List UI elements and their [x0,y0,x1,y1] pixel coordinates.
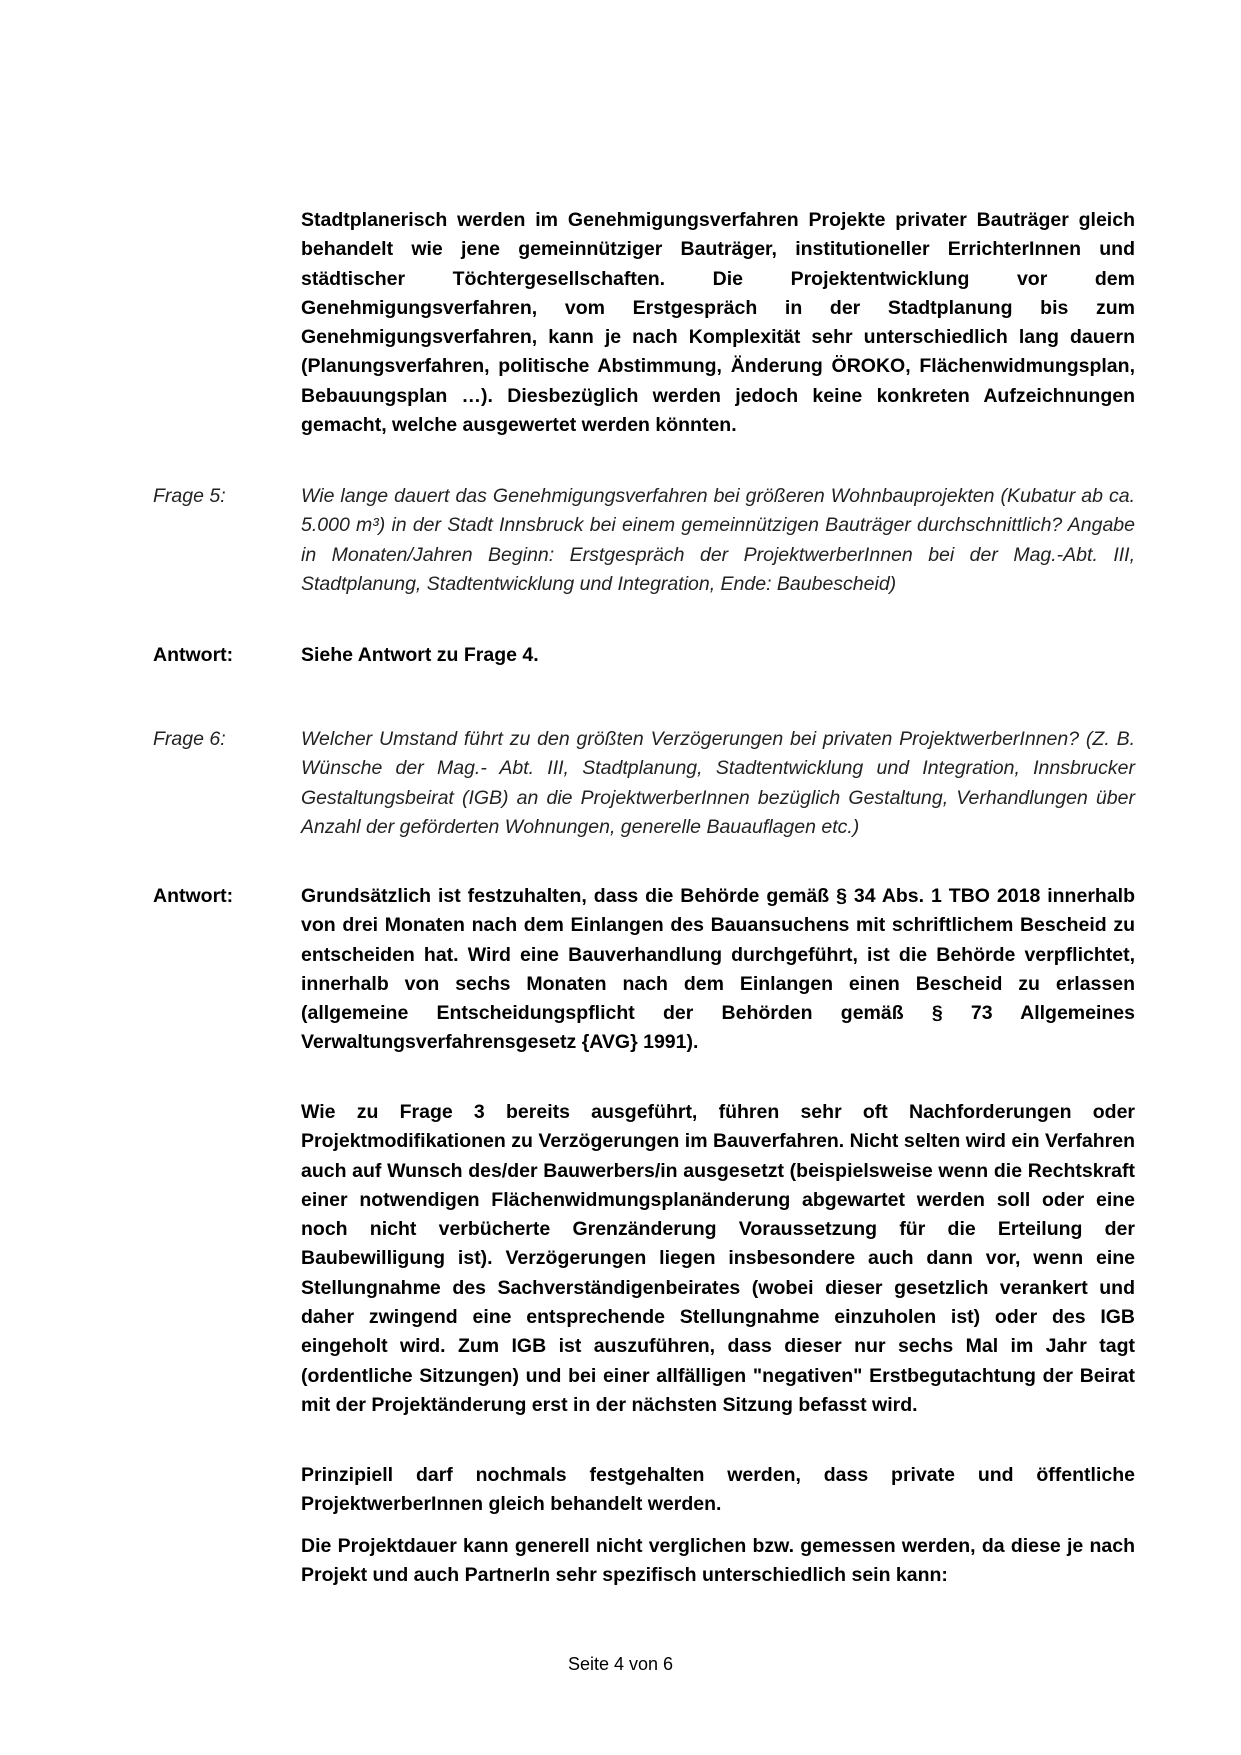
answer-6-paragraph-4: Die Projektdauer kann generell nicht verglichen bzw. gemessen werden, da diese je nach Projekt und auch PartnerIn sehr spezifisch unterschiedlich sein kann: [301,1535,1135,1587]
answer-6-label: Antwort: [153,885,234,907]
answer-5-label: Antwort: [153,644,234,666]
question-6-label: Frage 6: [153,728,226,750]
question-5-text: Wie lange dauert das Genehmigungsverfahren bei größeren Wohnbauprojekten (Kubatur ab ca. 5.000 m³) in der Stadt Innsbruck bei einem gemeinnützigen Bauträger durchschnittlich? Angabe in Monaten/Jahren Beginn: Erstgespräch der ProjektwerberInnen bei der Mag.-Abt. III, Stadtplanung, Stadtentwicklung und Integration, Ende: Baubescheid) [301,485,1135,595]
answer-6-paragraph-2: Wie zu Frage 3 bereits ausgeführt, führen sehr oft Nachforderungen oder Projektmodifikationen zu Verzögerungen im Bauverfahren. Nicht selten wird ein Verfahren auch auf Wunsch des/der Bauwerbers/in ausgesetzt (beispielsweise wenn die Rechtskraft einer notwendigen Flächenwidmungsplanänderung abgewartet werden soll oder eine noch nicht verbücherte Grenzänderung Voraussetzung für die Erteilung der Baubewilligung ist). Verzögerungen liegen insbesondere auch dann vor, wenn eine Stellungnahme des Sachverständigenbeirates (wobei dieser gesetzlich verankert und daher zwingend eine entsprechende Stellungnahme einzuholen ist) oder des IGB eingeholt wird. Zum IGB ist auszuführen, dass dieser nur sechs Mal im Jahr tagt (ordentliche Sitzungen) und bei einer allfälligen "negativen" Erstbegutachtung der Beirat mit der Projektänderung erst in der nächsten Sitzung befasst wird. [301,1101,1135,1416]
answer-6-paragraph-3: Prinzipiell darf nochmals festgehalten werden, dass private und öffentliche ProjektwerberInnen gleich behandelt werden. [301,1464,1135,1516]
question-6-text: Welcher Umstand führt zu den größten Verzögerungen bei privaten ProjektwerberInnen? (Z. B. Wünsche der Mag.- Abt. III, Stadtplanung, Stadtentwicklung und Integration, Innsbrucker Gestaltungsbeirat (IGB) an die ProjektwerberInnen bezüglich Gestaltung, Verhandlungen über Anzahl der geförderten Wohnungen, generelle Bauauflagen etc.) [301,728,1135,838]
question-5-label: Frage 5: [153,485,226,507]
intro-paragraph: Stadtplanerisch werden im Genehmigungsverfahren Projekte privater Bauträger gleich behandelt wie jene gemeinnütziger Bauträger, institutioneller ErrichterInnen und städtischer Töchtergesellschaften. Die Projektentwicklung vor dem Genehmigungsverfahren, vom Erstgespräch in der Stadtplanung bis zum Genehmigungsverfahren, kann je nach Komplexität sehr unterschiedlich lang dauern (Planungsverfahren, politische Abstimmung, Änderung ÖROKO, Flächenwidmungsplan, Bebauungsplan …). Diesbezüglich werden jedoch keine konkreten Aufzeichnungen gemacht, welche ausgewertet werden könnten. [301,209,1135,437]
page-number: Seite 4 von 6 [567,1654,674,1674]
answer-5-text: Siehe Antwort zu Frage 4. [301,644,539,666]
answer-6-paragraph-1: Grundsätzlich ist festzuhalten, dass die Behörde gemäß § 34 Abs. 1 TBO 2018 innerhalb von drei Monaten nach dem Einlangen des Bauansuchens mit schriftlichem Bescheid zu entscheiden hat. Wird eine Bauverhandlung durchgeführt, ist die Behörde verpflichtet, innerhalb von sechs Monaten nach dem Einlangen einen Bescheid zu erlassen (allgemeine Entscheidungspflicht der Behörden gemäß § 73 Allgemeines Verwaltungsverfahrensgesetz {AVG} 1991). [301,885,1135,1054]
